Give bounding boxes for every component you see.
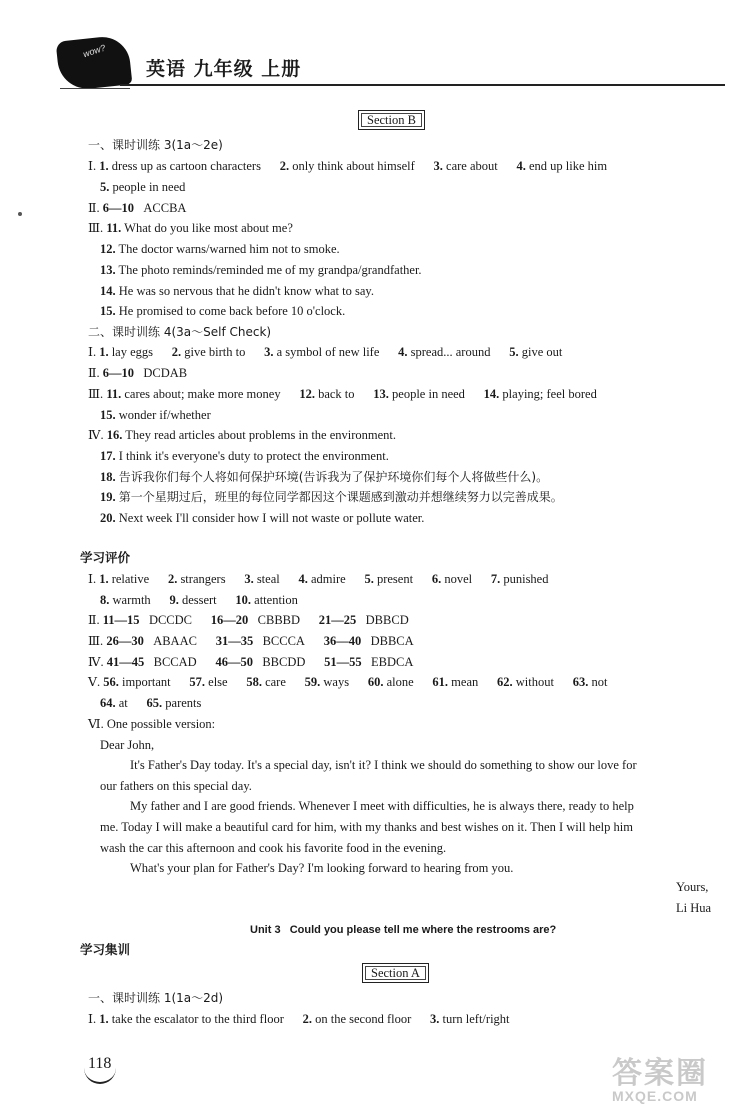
line-text: not [588,675,608,689]
line-text: 2. [171,345,182,359]
line-text: 61. [432,675,449,689]
line-text: give birth to [181,345,265,359]
answer-line [88,716,215,732]
line-text: spread... around [407,345,510,359]
line-text: me. Today I will make a beautiful card for him, with my thanks and best wishes on it. Then I will help him [100,820,633,834]
line-text: Ⅵ. One possible version: [88,717,216,731]
line-text: 19. [100,490,116,504]
answer-line [100,737,154,753]
line-text: 62. [497,675,513,689]
line-text: 14. [483,387,500,401]
page-header [0,0,750,100]
line-text: 15. [100,304,116,318]
line-text: wonder if/whether [115,408,211,422]
line-text: 6—10 [102,201,134,215]
line-text: DBBCA [361,634,414,648]
answer-line [88,633,414,649]
answer-line [88,137,223,153]
answer-line [130,798,634,814]
line-text: ACCBA [134,201,187,215]
header-badge-text: wow? [81,42,107,60]
line-text: admire [307,572,365,586]
line-text: 13. [100,263,116,277]
line-text: 63. [572,675,589,689]
answer-line [100,489,563,505]
line-text: 13. [373,387,389,401]
line-text: Ⅱ. [88,201,103,215]
line-text: dress up as cartoon characters [108,159,280,173]
line-text: lay eggs [108,345,172,359]
line-text: take the escalator to the third floor [108,1012,303,1026]
line-text: Ⅰ. [88,159,100,173]
line-text: He was so nervous that he didn't know what to say. [115,284,374,298]
line-text: 4. [298,572,308,586]
line-text: dessert [178,593,236,607]
line-text: 第一个星期过后，班里的每位同学都因这个课题感到激动并想继续努力以完善成果。 [118,490,563,504]
line-text: 51—55 [324,655,362,669]
line-text: a symbol of new life [273,345,399,359]
line-text: I think it's everyone's duty to protect the environment. [115,449,389,463]
line-text: 2. [279,159,290,173]
line-text: without [512,675,573,689]
answer-line [88,654,413,670]
line-text: wash the car this afternoon and cook his favorite food in the evening. [100,841,447,855]
line-text: 9. [169,593,179,607]
line-text: 3. [430,1012,440,1026]
line-text: Yours, [676,880,709,894]
line-text: people in need [109,180,186,194]
line-text: Next week I'll consider how I will not waste or pollute water. [115,511,425,525]
page-title: 英语 九年级 上册 [146,58,302,80]
line-text: our fathers on this special day. [100,779,252,793]
line-text: 41—45 [106,655,145,669]
header-rule [120,84,725,86]
line-text: attention [251,593,298,607]
answer-line [88,324,271,340]
line-text: Ⅴ. [88,675,104,689]
line-text: care [261,675,305,689]
line-text: 6. [431,572,442,586]
line-text: mean [448,675,497,689]
answer-line [88,386,597,402]
answer-line [100,778,252,794]
line-text: 二、课时训练 4(3a～Self Check) [88,325,272,339]
answer-line [100,407,211,423]
margin-dot [18,212,22,216]
line-text: novel [441,572,491,586]
watermark [612,1048,742,1104]
line-text: 57. [189,675,206,689]
line-text: Ⅲ. [88,221,107,235]
line-text: 10. [235,593,252,607]
line-text: Ⅲ. [88,387,107,401]
line-text: 5. [100,180,110,194]
line-text: 4. [398,345,408,359]
answer-line [88,220,293,236]
line-text: parents [162,696,202,710]
line-text: 学习集训 [80,942,131,957]
line-text: else [205,675,247,689]
answer-line [88,990,223,1006]
line-text: strangers [177,572,245,586]
line-text: Ⅰ. [88,345,100,359]
line-text: Ⅳ. [88,428,107,442]
line-text: 3. [264,345,274,359]
line-text: DCDAB [134,366,188,380]
page-number-curve [84,1066,116,1084]
line-text: 21—25 [318,613,357,627]
line-text: 11—15 [102,613,140,627]
line-text: 65. [146,696,163,710]
answer-line [88,674,607,690]
line-text: 5. [364,572,374,586]
line-text: 46—50 [215,655,253,669]
line-text: 16—20 [210,613,249,627]
line-text: 20. [100,511,116,525]
line-text: Ⅱ. [88,366,103,380]
line-text: 56. [103,675,119,689]
answer-line [130,757,637,773]
line-text: 2. [167,572,178,586]
line-text: It's Father's Day today. It's a special day, isn't it? I think we should do something to show our love for [130,758,637,772]
answer-line [676,879,708,895]
line-text: 14. [100,284,116,298]
line-text: present [373,572,432,586]
answer-line [88,427,396,443]
line-text: What do you like most about me? [121,221,293,235]
line-text: DCCDC [139,613,211,627]
line-text: My father and I are good friends. Whenever I meet with difficulties, he is always there, ready to help [130,799,634,813]
line-text: 31—35 [215,634,254,648]
line-text: steal [253,572,299,586]
line-text: 7. [490,572,501,586]
line-text: 16. [106,428,123,442]
line-text: 11. [106,221,122,235]
header-rule-short [60,88,130,89]
line-text: back to [314,387,374,401]
line-text: 15. [100,408,116,422]
line-text: DBBCD [356,613,409,627]
line-text: BBCDD [252,655,325,669]
line-text: Unit 3 Could you please tell me where the restrooms are? [250,924,557,936]
answer-line [88,200,186,216]
line-text: end up like him [525,159,608,173]
line-text: 17. [100,449,116,463]
line-text: The doctor warns/warned him not to smoke. [115,242,340,256]
answer-line [88,344,562,360]
line-text: Dear John, [100,738,155,752]
answer-line [100,592,298,608]
line-text: people in need [388,387,484,401]
line-text: 12. [100,242,116,256]
answer-line [100,262,422,278]
line-text: Ⅳ. [88,655,107,669]
line-text: 12. [299,387,315,401]
line-text: Ⅱ. [88,613,103,627]
page-number: 118 [88,1055,112,1072]
line-text: 64. [100,696,116,710]
answer-line [80,550,130,566]
line-text: 2. [302,1012,312,1026]
line-text: 11. [106,387,122,401]
line-text: BCCCA [253,634,324,648]
line-text: 1. [99,1012,109,1026]
answer-line [676,900,711,916]
line-text: EBDCA [361,655,414,669]
section-b-label: Section B [358,110,425,130]
answer-line [100,283,374,299]
line-text: 5. [509,345,519,359]
line-text: BCCAD [144,655,216,669]
answer-line [88,365,187,381]
line-text: at [115,696,147,710]
section-a-label: Section A [362,963,429,983]
answer-line [100,241,340,257]
line-text: on the second floor [311,1012,431,1026]
line-text: Ⅰ. [88,572,100,586]
line-text: 3. [244,572,254,586]
answer-line [100,819,633,835]
line-text: 3. [433,159,443,173]
answer-line [100,448,389,464]
answer-line [100,510,424,526]
line-text: CBBBD [248,613,319,627]
line-text: Ⅲ. [88,634,107,648]
answer-line [100,303,345,319]
line-text: 1. [99,572,109,586]
line-text: The photo reminds/reminded me of my grandpa/grandfather. [115,263,422,277]
line-text: 学习评价 [80,550,131,565]
line-text: 4. [516,159,526,173]
line-text: 26—30 [106,634,144,648]
line-text: ABAAC [143,634,216,648]
line-text: 18. [100,470,116,484]
line-text: 一、课时训练 3(1a～2e) [88,138,223,152]
line-text: 59. [304,675,321,689]
line-text: 36—40 [323,634,362,648]
line-text: alone [383,675,433,689]
line-text: warmth [109,593,170,607]
answer-line [100,840,446,856]
line-text: punished [500,572,549,586]
line-text: relative [108,572,168,586]
answer-line [88,1011,510,1027]
line-text: 告诉我你们每个人将如何保护环境(告诉我为了保护环境你们每个人将做些什么)。 [118,470,549,484]
answer-line [100,695,201,711]
line-text: Li Hua [676,901,712,915]
line-text: They read articles about problems in the environment. [122,428,397,442]
line-text: 6—10 [102,366,134,380]
line-text: 1. [99,159,109,173]
line-text: He promised to come back before 10 o'clock. [115,304,346,318]
answer-line [250,922,556,938]
line-text: turn left/right [439,1012,510,1026]
line-text: playing; feel bored [499,387,597,401]
line-text: 一、课时训练 1(1a～2d) [88,991,224,1005]
watermark-logo: 答案圈 [612,1057,708,1090]
line-text: What's your plan for Father's Day? I'm looking forward to hearing from you. [130,861,514,875]
answer-line [88,612,409,628]
line-text: Ⅰ. [88,1012,100,1026]
answer-line [100,469,548,485]
answer-line [100,179,185,195]
answer-line [130,860,513,876]
line-text: 60. [367,675,384,689]
answer-line [80,942,130,958]
answer-line [88,571,548,587]
line-text: ways [320,675,368,689]
line-text: give out [518,345,563,359]
line-text: care about [442,159,517,173]
line-text: only think about himself [289,159,434,173]
line-text: important [118,675,190,689]
watermark-url: MXQE.COM [612,1088,698,1104]
line-text: 1. [99,345,109,359]
line-text: 58. [246,675,262,689]
line-text: cares about; make more money [121,387,300,401]
answer-line [88,158,607,174]
line-text: 8. [100,593,110,607]
